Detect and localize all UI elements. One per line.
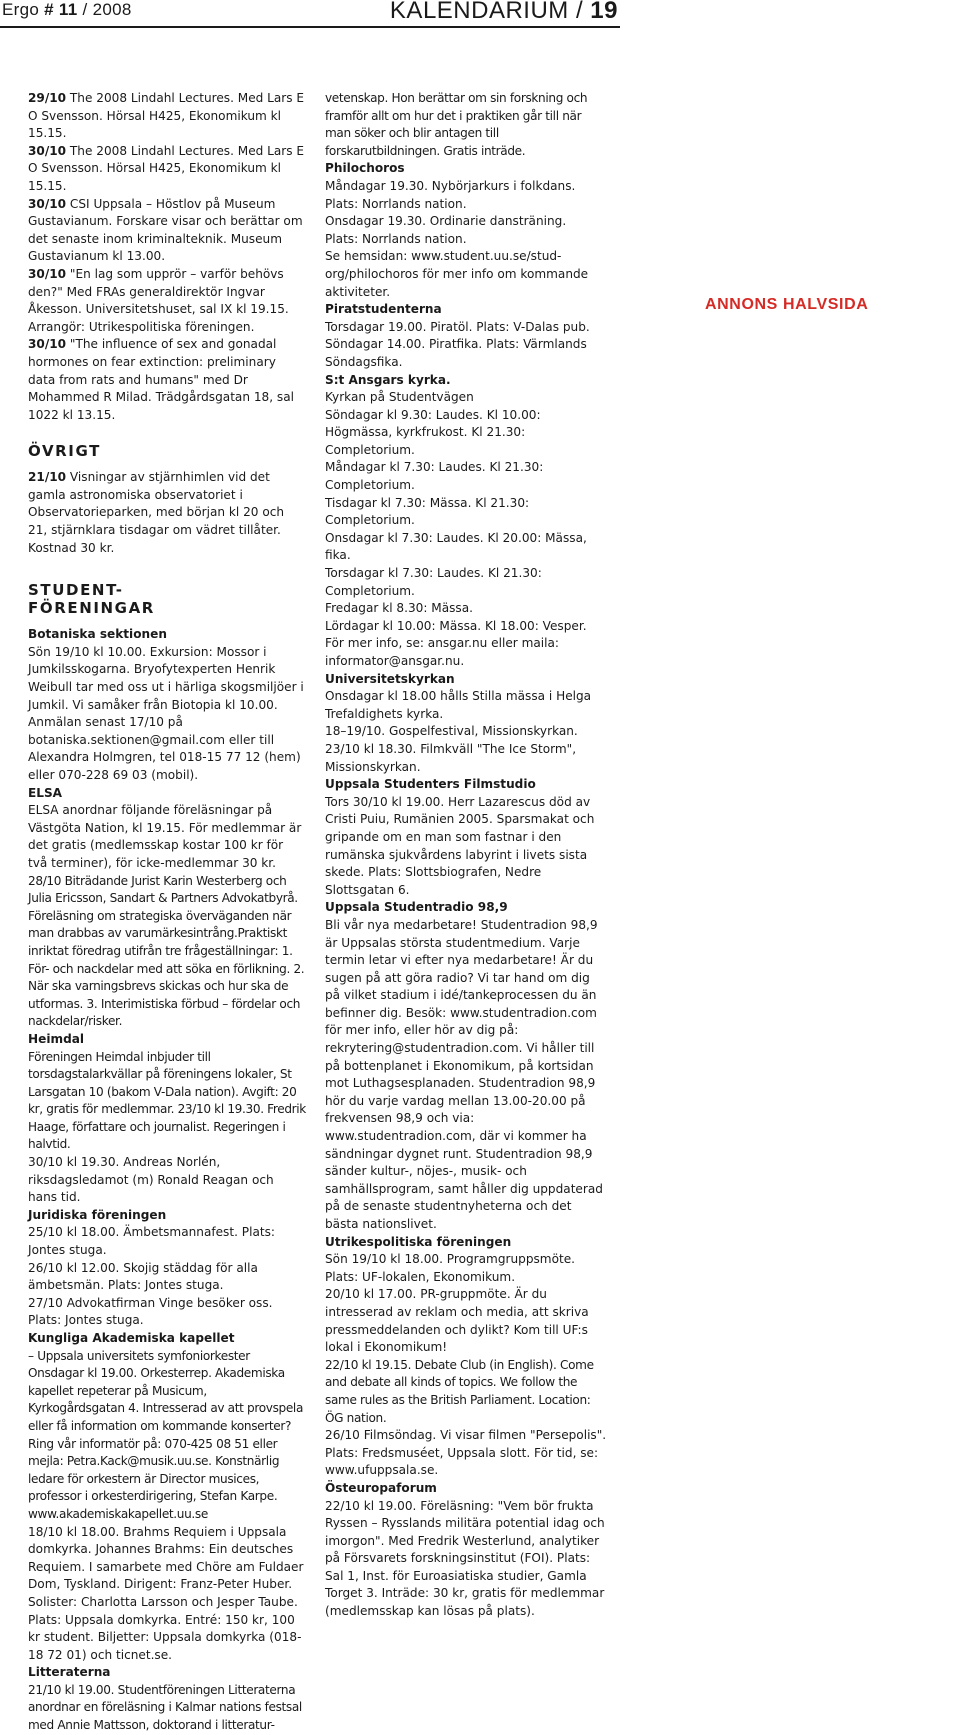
org-text: Lördagar kl 10.00: Mässa. Kl 18.00: Vesper.	[325, 618, 587, 633]
org-text: ELSA anordnar följande föreläsningar på Västgöta Nation, kl 19.15. För medlemmar är det gratis (medlemsskap kostar 100 kr för två terminer), för icke-medlemmar 30 kr.	[28, 803, 302, 870]
continuation-text: vetenskap. Hon berättar om sin forskning och framför allt om hur det i praktiken går till när man söker och blir antagen till forskarutbildningen. Gratis inträde.	[325, 91, 588, 158]
org-text: Bli vår nya medarbetare! Studentradion 98,9 är Uppsalas största studentmedium. Varje termin letar vi efter nya medarbetare! Är du sugen på att göra radio? Vi tar hand om dig på vilket stadium i idé/tankeprocessen du än befinner dig. Besök: www.studentradion.com för mer info, eller hör av dig på: rekrytering@studentradion.com. Vi håller till på bottenplanet i Ekonomikum, på kortsidan mot Luthagsesplanaden. Studentradion 98,9 hör du varje vardag mellan 13.00-20.00 på frekvensen 98,9 och via: www.studentradion.com, där vi kommer ha sändningar dygnet runt. Studentradion 98,9 sänder kultur-, nöjes-, musik- och samhällsprogram, samt håller dig uppdaterad på de senaste studentnyheterna och det bästa nationslivet.	[325, 917, 603, 1231]
ad-placeholder: ANNONS HALVSIDA	[705, 296, 869, 313]
org-text: 30/10 kl 19.30. Andreas Norlén, riksdagsledamot (m) Ronald Reagan och hans tid.	[28, 1155, 274, 1205]
org-name: Botaniska sektionen	[28, 627, 167, 642]
org-text: – Uppsala universitets symfoniorkester Onsdagar kl 19.00. Orkesterrep. Akademiska kapellet repeterar på Musicum, Kyrkogårdsgatan 4. Intresserad av att provspela eller få information om kommande konserter? Ring vår informatör på: 070-425 08 51 eller mejla: Petra.Kack@musik.uu.se. Konstnärlig ledare för orkestern är Director musices, professor i orkesterdirigering, Stefan Karpe. www.akademiskakapellet.uu.se	[28, 1348, 304, 1521]
org-text: 28/10 Biträdande Jurist Karin Westerberg och Julia Ericsson, Sandart & Partners Advokatbyrå. Föreläsning om strategiska överväganden när man drabbas av varumärkesintrång.Praktiskt inriktat föredrag utifrån tre frågeställningar: 1. För- och nackdelar med att söka en förlikning. 2. När ska varningsbrevs skickas och hur ska de utformas. 3. Interimistiska förbud – fördelar och nackdelar/risker.	[28, 873, 305, 1029]
org-text: Söndagar kl 9.30: Laudes. Kl 10.00: Högmässa, kyrkfrukost. Kl 21.30: Completorium.	[325, 407, 541, 457]
org-name: Uppsala Studentradio 98,9	[325, 900, 508, 915]
header-section	[390, 0, 618, 25]
org-text: Måndagar 19.30. Nybörjarkurs i folkdans.	[325, 178, 576, 193]
org-text: 18–19/10. Gospelfestival, Missionskyrkan.	[325, 724, 578, 739]
org-text: 25/10 kl 18.00. Ämbetsmannafest. Plats: Jontes stuga.	[28, 1225, 275, 1258]
org-name: Piratstudenterna	[325, 302, 442, 317]
org-text: Onsdagar 19.30. Ordinarie dansträning.	[325, 214, 567, 229]
org-name: Utrikespolitiska föreningen	[325, 1234, 512, 1249]
org-text: Onsdagar kl 7.30: Laudes. Kl 20.00: Mässa, fika.	[325, 530, 587, 563]
section-heading-ovrigt: ÖVRIGT	[28, 442, 101, 461]
org-text: Onsdagar kl 18.00 hålls Stilla mässa i Helga Trefaldighets kyrka.	[325, 689, 592, 721]
page-header	[0, 0, 620, 28]
org-name: Östeuropaforum	[325, 1480, 437, 1495]
org-text: 18/10 kl 18.00. Brahms Requiem i Uppsala domkyrka. Johannes Brahms: Ein deutsches Requiem. I samarbete med Chöre am Fuldaer Dom, Tyskland. Dirigent: Franz-Peter Huber. Solister: Charlotta Larsson och Jesper Taube. Plats: Uppsala domkyrka. Entré: 150 kr, 100 kr student. Biljetter: Uppsala domkyrka (018-18 72 01) och ticnet.se.	[28, 1524, 304, 1662]
org-text: Sön 19/10 kl 18.00. Programgruppsmöte. Plats: UF-lokalen, Ekonomikum.	[325, 1252, 576, 1284]
org-name: Philochoros	[325, 161, 405, 176]
lecture-entry: 30/10 "En lag som upprör – varför behövs den?" Med FRAs generaldirektör Ingvar Åkesson. Universitetshuset, sal IX kl 19.15. Arrangör: Utrikespolitiska föreningen.	[28, 266, 289, 334]
column-left	[28, 90, 306, 1735]
issue-year: / 2008	[82, 0, 132, 19]
org-text: 21/10 kl 19.00. Studentföreningen Litteraterna anordnar en föreläsning i Kalmar nations festsal med Annie Mattsson, doktorand i litteratur-	[28, 1682, 302, 1733]
org-text: Plats: Norrlands nation.	[325, 196, 467, 211]
org-text: 22/10 kl 19.00. Föreläsning: "Vem bör frukta Ryssen – Rysslands militära potential idag och imorgon". Med Fredrik Westerlund, analytiker på Försvarets forskningsinstitut (FOI). Plats: Sal 1, Inst. för Euroasiatiska studier, Gamla Torget 3. Inträde: 30 kr, gratis för medlemmar (medlemsskap kan lösas på plats).	[325, 1498, 605, 1619]
org-name: Universitetskyrkan	[325, 671, 455, 686]
page-number: 19	[590, 0, 618, 24]
org-text: Torsdagar 19.00. Piratöl. Plats: V-Dalas pub. Söndagar 14.00. Piratfika. Plats: Värmlands Söndagsfika.	[325, 319, 590, 369]
org-name: Kungliga Akademiska kapellet	[28, 1331, 235, 1345]
magazine-name: Ergo	[2, 0, 40, 19]
org-text: 20/10 kl 17.00. PR-gruppmöte. Är du intresserad av reklam och media, att skriva pressmeddelanden och dylikt? Kom till UF:s lokal i Ekonomikum!	[325, 1287, 589, 1355]
org-text: 26/10 Filmsöndag. Vi visar filmen "Persepolis". Plats: Fredsmuséet, Uppsala slott. För tid, se: www.ufuppsala.se.	[325, 1428, 607, 1478]
org-name: Uppsala Studenters Filmstudio	[325, 777, 536, 792]
org-text: 27/10 Advokatfirman Vinge besöker oss. Plats: Jontes stuga.	[28, 1295, 273, 1328]
org-text: Fredagar kl 8.30: Mässa.	[325, 601, 473, 616]
org-text: För mer info, se: ansgar.nu eller maila: informator@ansgar.nu.	[325, 636, 559, 668]
org-text: Tors 30/10 kl 19.00. Herr Lazarescus död av Cristi Puiu, Rumänien 2005. Sparsmakat och gripande om en man som fastnar i den rumänska sjukvårdens labyrint i livets sista skede. Plats: Slottsbiografen, Nedre Slottsgatan 6.	[325, 794, 595, 897]
org-text: Måndagar kl 7.30: Laudes. Kl 21.30: Completorium.	[325, 460, 544, 493]
org-name: Juridiska föreningen	[28, 1207, 167, 1222]
org-text: Kyrkan på Studentvägen	[325, 390, 474, 405]
lecture-entry: 29/10 The 2008 Lindahl Lectures. Med Lars E O Svensson. Hörsal H425, Ekonomikum kl 15.15.	[28, 91, 305, 141]
issue-number: # 11	[44, 0, 78, 19]
lecture-entry: 30/10 The 2008 Lindahl Lectures. Med Lars E O Svensson. Hörsal H425, Ekonomikum kl 15.15.	[28, 143, 305, 193]
org-text: 22/10 kl 19.15. Debate Club (in English). Come and debate all kinds of topics. We follow the same rules as the British Parliament. Location: ÖG nation.	[325, 1357, 594, 1425]
section-heading-studentforeningar: STUDENT- FÖRENINGAR	[28, 581, 155, 618]
org-name: ELSA	[28, 785, 63, 800]
org-text: Torsdagar kl 7.30: Laudes. Kl 21.30: Completorium.	[325, 566, 542, 598]
org-name: S:t Ansgars kyrka.	[325, 372, 451, 387]
org-text: 26/10 kl 12.00. Skojig städdag för alla ämbetsmän. Plats: Jontes stuga.	[28, 1260, 258, 1293]
org-text: Sön 19/10 kl 10.00. Exkursion: Mossor i Jumkilsskogarna. Bryofytexperten Henrik Weibull tar med oss ut i härliga skogsmiljöer i Jumkil. Vi samåker från Biotopia kl 10.00. Anmälan senast 17/10 på botaniska.sektionen@gmail.com eller till Alexandra Holmgren, tel 018-15 77 12 (hem) eller 070-228 69 03 (mobil).	[28, 644, 304, 782]
org-text: 23/10 kl 18.30. Filmkväll "The Ice Storm", Missionskyrkan.	[325, 741, 577, 774]
org-text: Plats: Norrlands nation.	[325, 231, 467, 246]
org-name: Litteraterna	[28, 1665, 111, 1680]
org-text: Föreningen Heimdal inbjuder till torsdagstalarkvällar på föreningens lokaler, St Larsgatan 10 (bakom V-Dala nation). Avgift: 20 kr, gratis för medlemmar. 23/10 kl 19.30. Fredrik Haage, författare och journalist. Regeringen i halvtid.	[28, 1049, 306, 1152]
lecture-entry: 30/10 "The influence of sex and gonadal hormones on fear extinction: preliminary data from rats and humans" med Dr Mohammed R Milad. Trädgårdsgatan 18, sal 1022 kl 13.15.	[28, 337, 295, 422]
ovrigt-entry: 21/10 Visningar av stjärnhimlen vid det gamla astronomiska observatoriet i Observatorieparken, med början kl 20 och 21, stjärnklara tisdagar om vädret tillåter. Kostnad 30 kr.	[28, 470, 285, 555]
org-name: Heimdal	[28, 1031, 85, 1046]
column-right	[325, 90, 608, 1621]
section-title: KALENDARIUM /	[389, 0, 584, 24]
lecture-entry: 30/10 CSI Uppsala – Höstlov på Museum Gustavianum. Forskare visar och berättar om det senaste inom kriminalteknik. Museum Gustavianum kl 13.00.	[28, 196, 303, 264]
org-text: Tisdagar kl 7.30: Mässa. Kl 21.30: Completorium.	[325, 495, 530, 528]
header-issue	[2, 0, 132, 20]
org-text: Se hemsidan: www.student.uu.se/stud-org/philochoros för mer info om kommande aktiviteter.	[325, 249, 589, 299]
